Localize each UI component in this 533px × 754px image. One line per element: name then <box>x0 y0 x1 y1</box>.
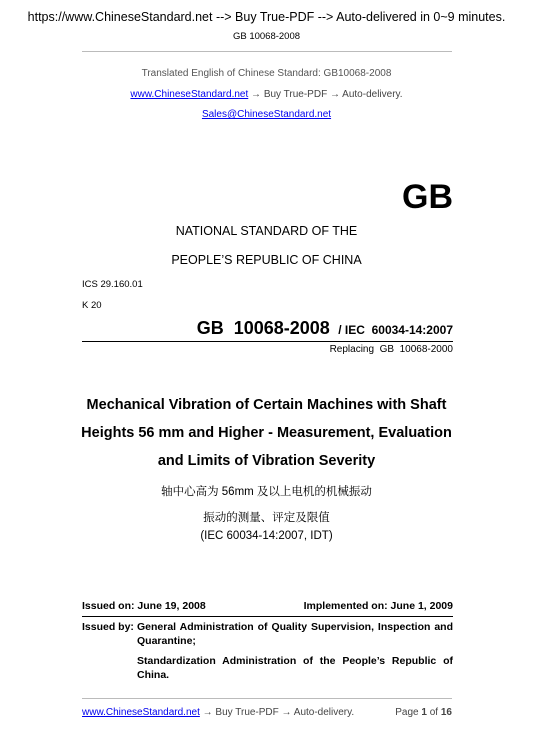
page-label: Page <box>395 707 419 718</box>
footer-divider <box>82 698 452 699</box>
iec-equivalence: (IEC 60034-14:2007, IDT) <box>200 530 333 542</box>
title-en-line3: and Limits of Vibration Severity <box>157 453 376 469</box>
national-standard-line1: NATIONAL STANDARD OF THE <box>175 224 358 238</box>
issuer-2-line2: China. <box>137 669 170 681</box>
standard-number-iec: / IEC 60034-14:2007 <box>338 323 453 337</box>
standard-number <box>197 318 453 339</box>
issuer-1-line1: General Administration of Quality Supervision, Inspection and <box>137 621 453 633</box>
footer-links <box>82 707 354 718</box>
sales-email-line <box>0 109 533 120</box>
page-total: 16 <box>440 707 452 718</box>
header-banner: https://www.ChineseStandard.net --> Buy True-PDF --> Auto-delivered in 0~9 minutes. <box>27 10 506 24</box>
issued-on-date: Issued on: June 19, 2008 <box>82 600 206 612</box>
ccs-code: K 20 <box>82 300 102 311</box>
footer-site-link[interactable]: www.ChineseStandard.net <box>82 707 200 718</box>
title-en-line2: Heights 56 mm and Higher - Measurement, Evaluation <box>81 425 452 441</box>
translation-note: Translated English of Chinese Standard: GB10068-2008 <box>141 68 392 79</box>
issuer-2-line1: Standardization Administration of the People’s Republic of <box>137 655 453 667</box>
title-en-line1: Mechanical Vibration of Certain Machines with Shaft <box>86 397 447 413</box>
implemented-on-date: Implemented on: June 1, 2009 <box>303 600 453 612</box>
gb-emblem: GB <box>402 178 453 216</box>
chinese-standard-link[interactable]: www.ChineseStandard.net <box>130 89 249 100</box>
dates-divider <box>82 616 453 617</box>
footer-arrow-text: → Buy True-PDF → Auto-delivery. <box>199 707 355 718</box>
issuer-1-line2: Quarantine; <box>137 635 196 647</box>
issued-by-label: Issued by: <box>82 621 134 633</box>
translation-note-arrow-text: → Buy True-PDF → Auto-delivery. <box>248 89 403 100</box>
standard-number-divider <box>82 341 453 342</box>
replacing-note: Replacing GB 10068-2000 <box>329 344 453 355</box>
national-standard-line2: PEOPLE’S REPUBLIC OF CHINA <box>171 253 362 267</box>
sales-email-link[interactable]: Sales@ChineseStandard.net <box>201 109 332 120</box>
standard-number-main: GB 10068-2008 <box>196 318 330 338</box>
of-label: of <box>429 707 439 718</box>
title-cn-line2: 振动的测量、评定及限值 <box>203 512 330 524</box>
title-cn-line1: 轴中心高为 56mm 及以上电机的机械振动 <box>161 486 372 498</box>
header-doc-code: GB 10068-2008 <box>232 31 301 42</box>
header-divider <box>82 51 452 52</box>
translation-note-line2 <box>0 89 533 100</box>
page-number: 1 <box>421 707 427 718</box>
ics-code: ICS 29.160.01 <box>82 279 143 290</box>
page-indicator <box>395 707 452 718</box>
